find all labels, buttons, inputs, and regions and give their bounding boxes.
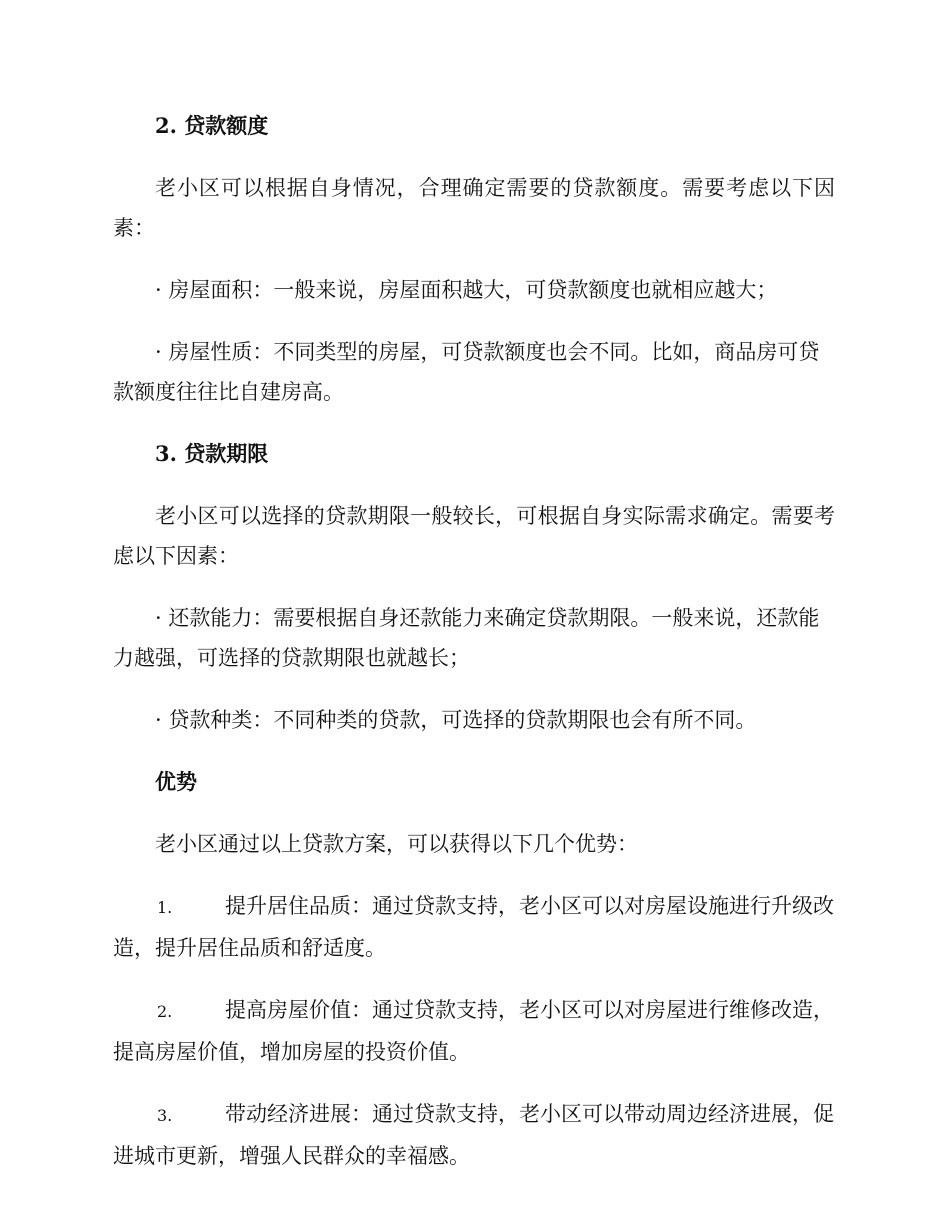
advantage-item-text: 带动经济进展：通过贷款支持，老小区可以带动周边经济进展，促进城市更新，增强人民群众的幸福感。 — [113, 1102, 834, 1168]
bullet-repayment-ability: · 还款能力：需要根据自身还款能力来确定贷款期限。一般来说，还款能力越强，可选择的贷款期限也就越长； — [113, 606, 820, 670]
document-body — [113, 106, 835, 1176]
advantage-item-number: 3. — [157, 1106, 173, 1125]
section-intro-loan-amount: 老小区可以根据自身情况，合理确定需要的贷款额度。需要考虑以下因素： — [113, 176, 835, 240]
bullet-house-area: · 房屋面积：一般来说，房屋面积越大，可贷款额度也就相应越大； — [155, 278, 778, 302]
advantage-item — [113, 886, 835, 968]
advantage-item — [113, 1094, 835, 1176]
section-heading-loan-term: 3. 贷款期限 — [155, 441, 269, 466]
advantage-item-text: 提高房屋价值：通过贷款支持，老小区可以对房屋进行维修改造，提高房屋价值，增加房屋的投资价值。 — [113, 998, 834, 1064]
advantage-item-text: 提升居住品质：通过贷款支持，老小区可以对房屋设施进行升级改造，提升居住品质和舒适度。 — [113, 894, 834, 960]
section-heading-advantages: 优势 — [155, 769, 197, 794]
section-heading-loan-amount: 2. 贷款额度 — [155, 113, 269, 138]
advantage-item — [113, 990, 835, 1072]
section-intro-loan-term: 老小区可以选择的贷款期限一般较长，可根据自身实际需求确定。需要考虑以下因素： — [113, 504, 835, 568]
advantage-item-number: 1. — [157, 898, 173, 917]
advantages-intro: 老小区通过以上贷款方案，可以获得以下几个优势： — [155, 832, 638, 856]
advantage-item-number: 2. — [157, 1002, 173, 1021]
bullet-house-type: · 房屋性质：不同类型的房屋，可贷款额度也会不同。比如，商品房可贷款额度往往比自建房高。 — [113, 340, 820, 404]
bullet-loan-type: · 贷款种类：不同种类的贷款，可选择的贷款期限也会有所不同。 — [155, 708, 757, 732]
